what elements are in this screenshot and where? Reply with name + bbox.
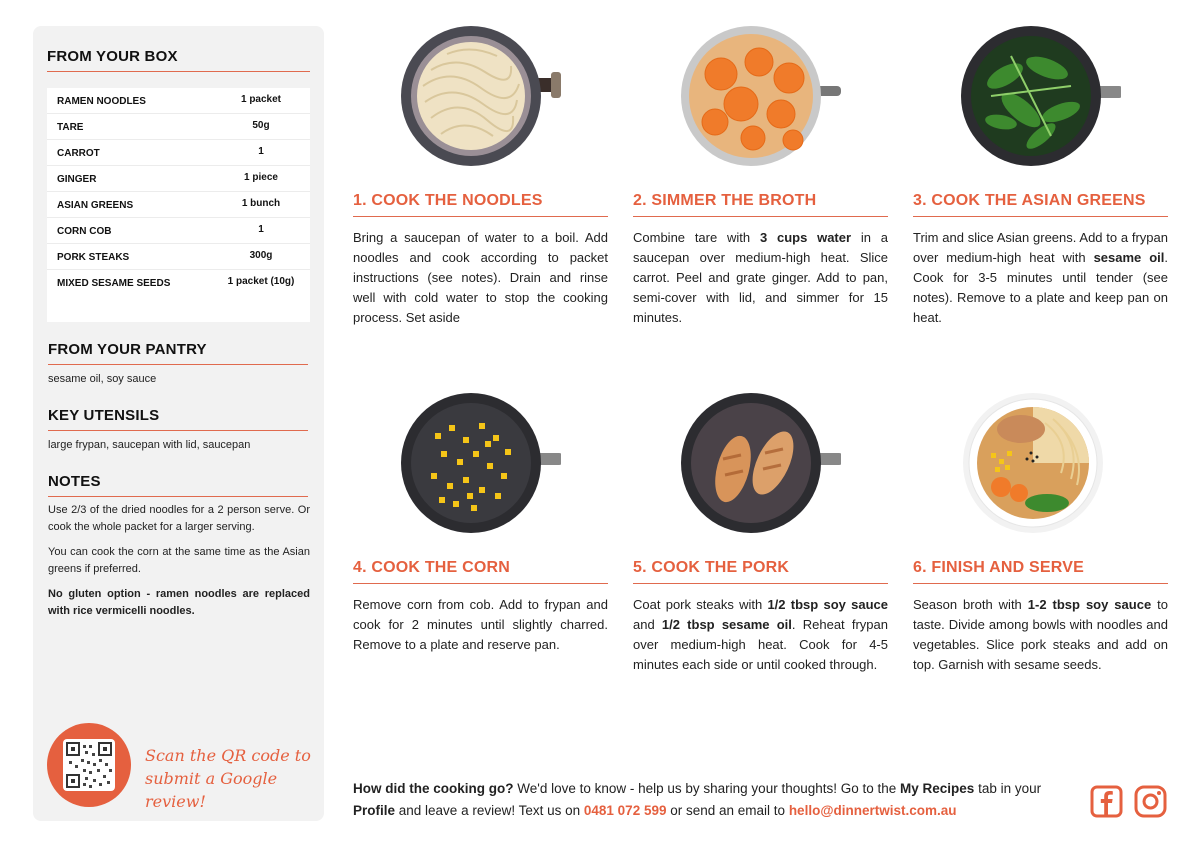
step-text: Remove corn from cob. Add to frypan and cook for 2 minutes until slightly charred. Remove to a plate and reserve pan. [353,597,608,652]
from-your-pantry-title: FROM YOUR PANTRY [48,341,207,358]
step-divider [633,216,888,217]
sidebar [33,26,324,821]
from-your-box-title: FROM YOUR BOX [47,48,178,65]
ingredients-table [47,88,310,322]
phone-link[interactable]: 0481 072 599 [583,803,667,818]
ingredient-name: MIXED SESAME SEEDS [57,278,171,289]
step-text: . Cook for 3-5 minutes until tender (see notes). Remove to a plate and keep pan on heat. [913,250,1168,325]
ingredient-qty: 1 bunch [241,198,281,209]
step-divider [633,583,888,584]
step-body [353,228,608,328]
table-row [47,218,310,244]
step-title: 3. COOK THE ASIAN GREENS [913,192,1146,209]
ingredient-qty: 50g [252,120,270,131]
table-row [47,192,310,218]
section-divider [48,430,308,431]
note-item: You can cook the corn at the same time as the Asian greens if preferred. [48,546,310,575]
step-text: in a saucepan over medium-high heat. Slice carrot. Peel and grate ginger. Add to pan, semi-cover with lid, and simmer for 15 minutes. [633,230,888,325]
step-title: 5. COOK THE PORK [633,559,790,576]
ingredient-name: TARE [57,122,84,133]
step-body [633,595,888,675]
email-link[interactable]: hello@dinnertwist.com.au [788,803,957,818]
step-body [353,595,608,655]
qr-code-icon[interactable] [63,739,115,791]
step-body [913,595,1168,675]
instagram-icon[interactable] [1134,785,1167,818]
step-divider [913,583,1168,584]
step-text: Bring a saucepan of water to a boil. Add noodles and cook according to packet instructions (see notes). Drain and rinse well with cold water to stop the cooking process. Set aside [353,230,608,325]
step-divider [353,583,608,584]
profile-link[interactable]: Profile [353,803,396,818]
footer-text: tab in your [974,781,1042,796]
greens-in-frypan-image [961,26,1121,168]
step-title: 6. FINISH AND SERVE [913,559,1084,576]
note-item: No gluten option - ramen noodles are replaced with rice vermicelli noodles. [48,588,310,617]
step-title: 1. COOK THE NOODLES [353,192,543,209]
footer-text: or send an email to [666,803,789,818]
step-emphasis: sesame oil [1093,250,1165,265]
pantry-items: sesame oil, soy sauce [48,373,157,385]
ingredient-name: CORN COB [57,226,112,237]
section-divider [48,496,308,497]
step-body [633,228,888,328]
ingredient-name: GINGER [57,174,97,185]
table-row [47,88,310,114]
ingredient-qty: 1 piece [244,172,278,183]
step-text: Trim and slice Asian greens. Add to a frypan over medium-high heat with [913,230,1168,265]
ingredient-name: ASIAN GREENS [57,200,134,211]
section-divider [48,364,308,365]
review-prompt [353,778,1073,822]
step-text: Combine tare with [633,230,760,245]
carrots-in-broth-image [681,26,841,168]
step-emphasis: 1/2 tbsp sesame oil [661,617,792,632]
footer-text: We'd love to know - help us by sharing your thoughts! Go to the [513,781,901,796]
footer-text: and leave a review! Text us on [395,803,584,818]
noodles-in-strainer-image [401,26,561,168]
facebook-icon[interactable] [1090,785,1123,818]
section-divider [47,71,310,72]
step-text: Season broth with [913,597,1028,612]
step-divider [913,216,1168,217]
step-text: . Reheat frypan over medium-high heat. Cook for 4-5 minutes each side or until cooked through. [633,617,888,672]
ingredient-qty: 300g [249,250,273,261]
note-item: Use 2/3 of the dried noodles for a 2 person serve. Or cook the whole packet for a larger serving. [48,504,310,533]
step-emphasis: 3 cups water [759,230,852,245]
ingredient-qty: 1 packet [240,94,282,105]
notes-title: NOTES [48,473,101,490]
table-row [47,140,310,166]
step-title: 4. COOK THE CORN [353,559,510,576]
my-recipes-link[interactable]: My Recipes [900,781,975,796]
qr-prompt: Scan the QR code to submit a Google review! [145,746,311,811]
table-row [47,244,310,270]
key-utensils-title: KEY UTENSILS [48,407,160,424]
qr-badge[interactable] [47,723,131,807]
table-row [47,114,310,140]
step-title: 2. SIMMER THE BROTH [633,192,817,209]
corn-in-frypan-image [401,393,561,535]
utensils-list: large frypan, saucepan with lid, saucepan [48,439,251,451]
step-emphasis: 1/2 tbsp soy sauce [767,597,888,612]
pork-in-frypan-image [681,393,841,535]
footer-lead: How did the cooking go? [353,781,514,796]
step-text: and [633,617,662,632]
step-body [913,228,1168,328]
table-row [47,166,310,192]
step-text: Coat pork steaks with [633,597,768,612]
ingredient-qty: 1 [258,224,264,235]
step-text: to taste. Divide among bowls with noodles and vegetables. Slice pork steaks and add on top. Garnish with sesame seeds. [913,597,1168,672]
ingredient-name: RAMEN NOODLES [57,96,146,107]
ingredient-name: CARROT [57,148,100,159]
ingredient-qty: 1 packet (10g) [227,276,295,287]
table-row [47,270,310,296]
ingredient-qty: 1 [258,146,264,157]
ingredient-name: PORK STEAKS [57,252,130,263]
step-emphasis: 1-2 tbsp soy sauce [1027,597,1152,612]
step-divider [353,216,608,217]
ramen-bowl-image [961,393,1121,535]
